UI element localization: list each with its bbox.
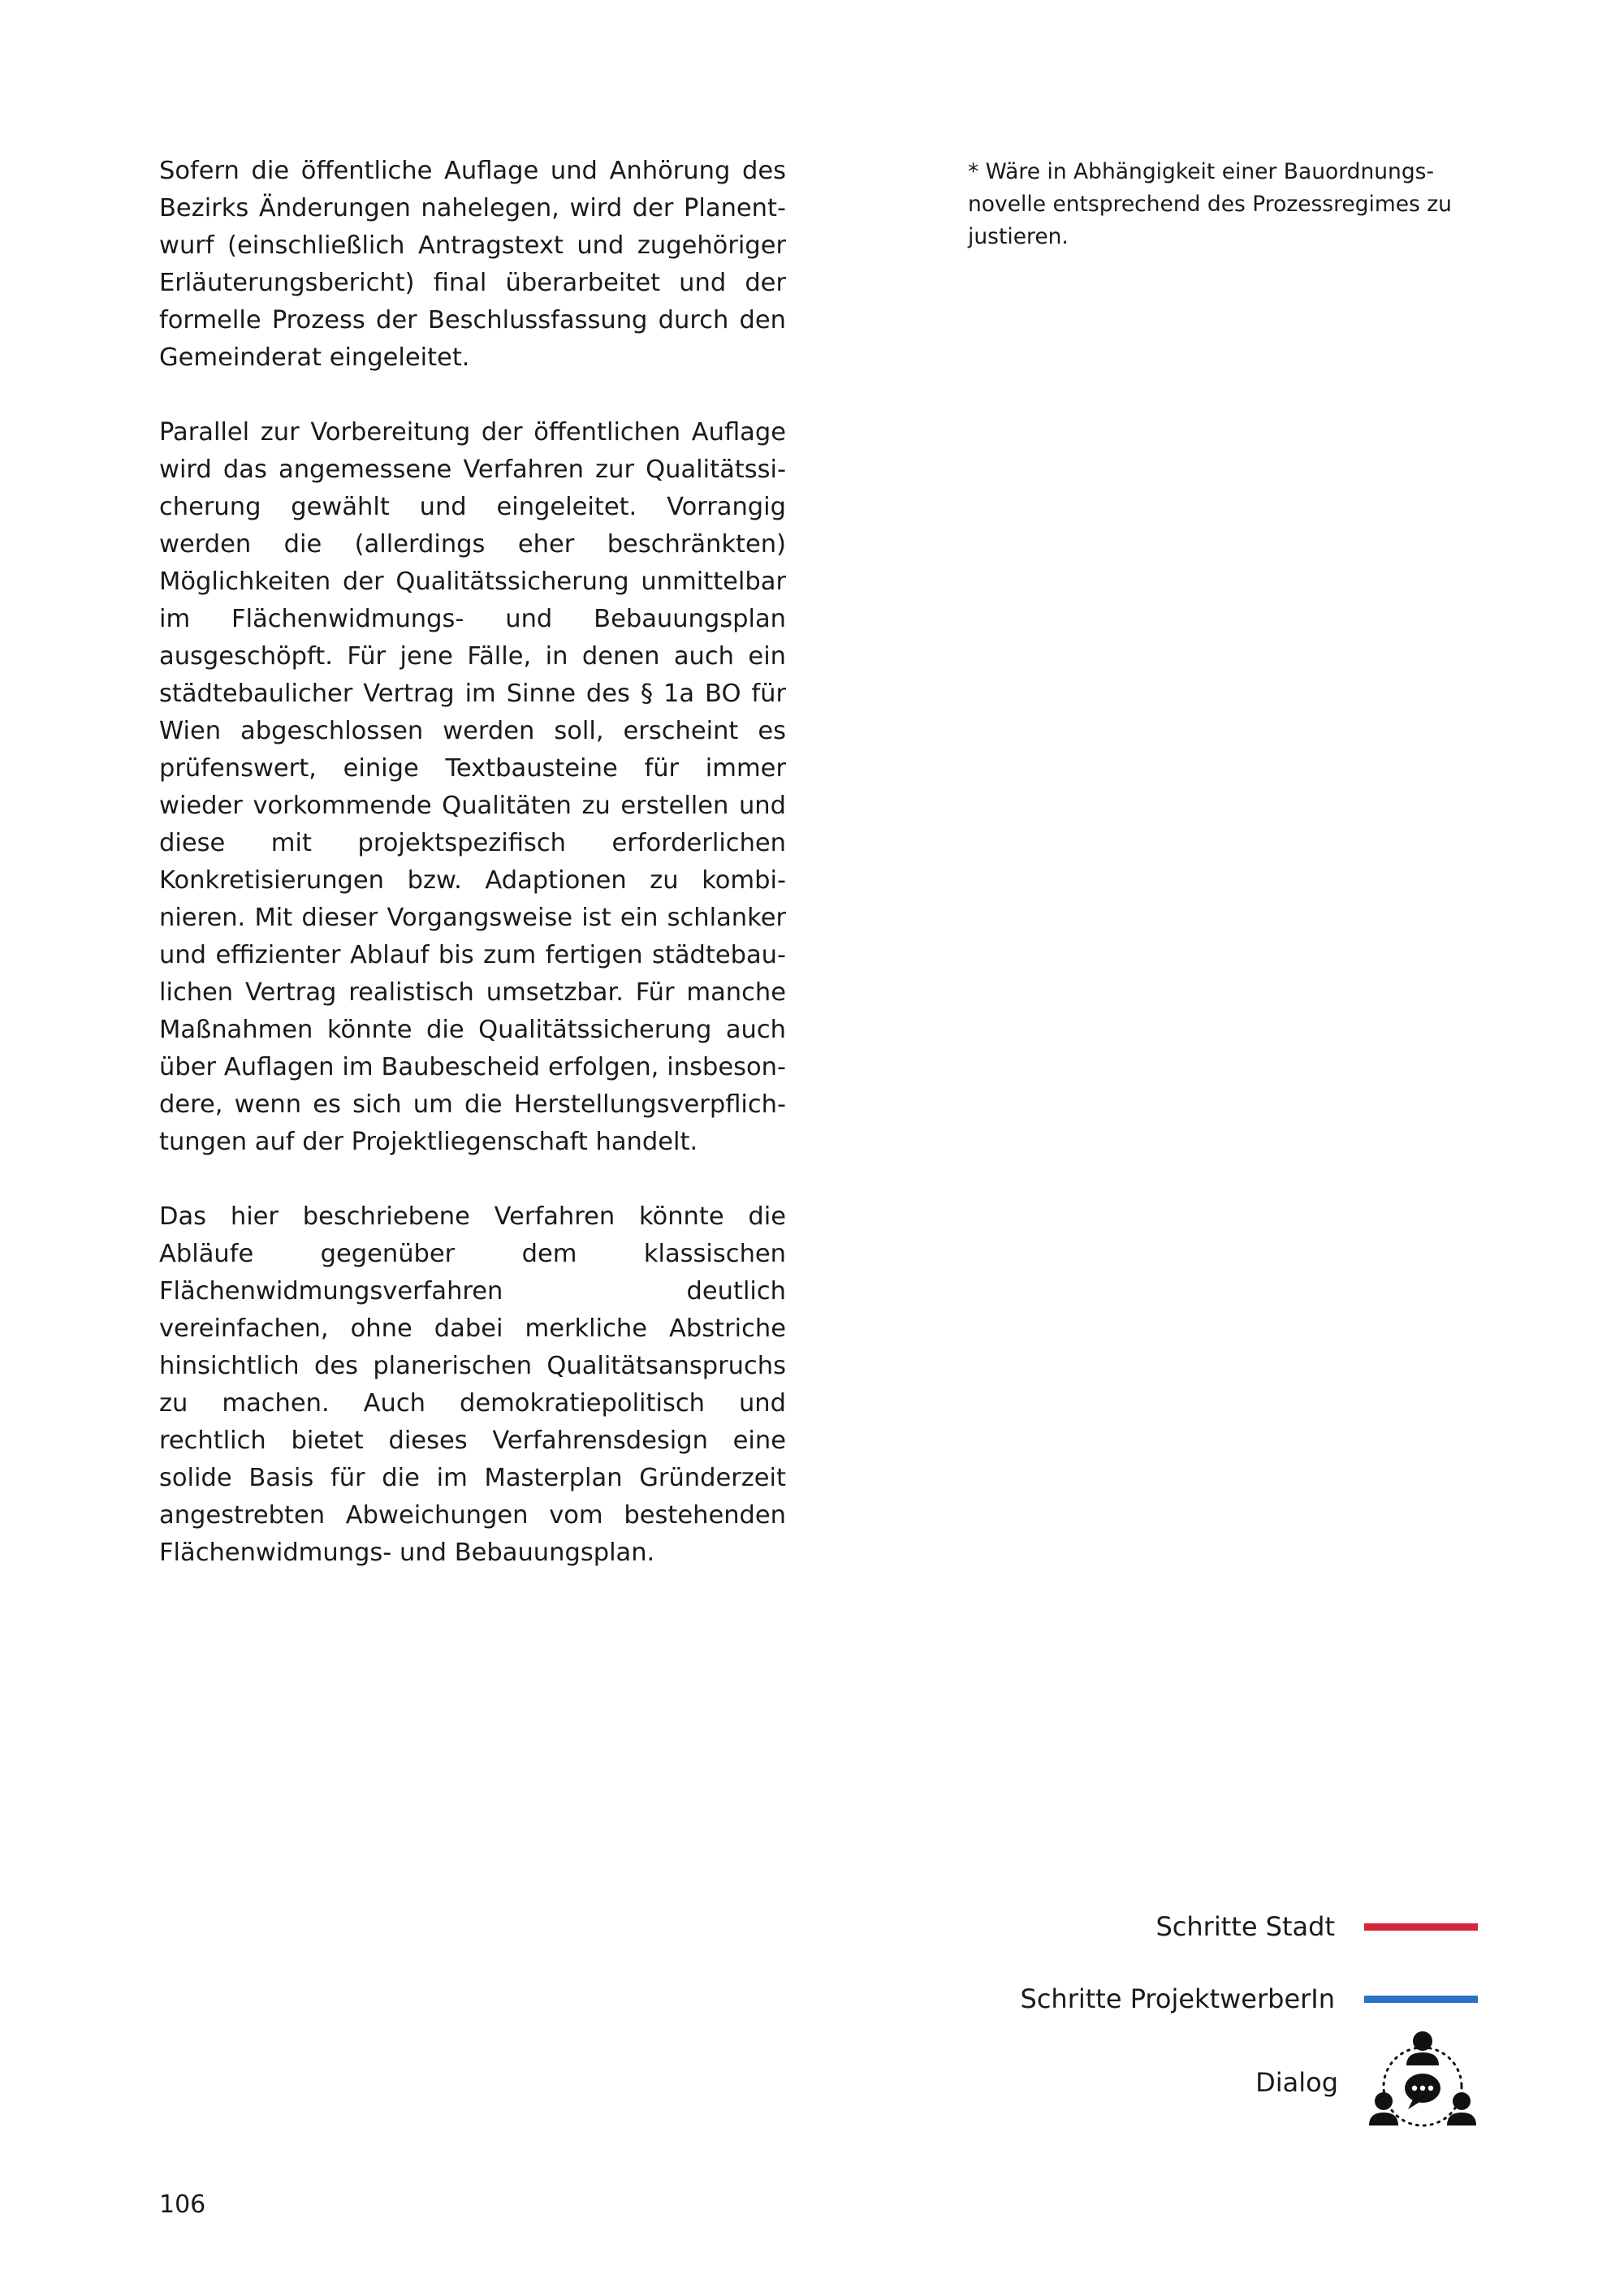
legend-item-stadt	[1155, 1911, 1478, 1942]
speech-bubble-icon	[1405, 2074, 1440, 2109]
person-top-icon	[1406, 2031, 1439, 2065]
paragraph-3: Das hier beschriebene Verfahren könnte die Abläufe gegenüber dem klassischen Flächenwidmungsverfahren deutlich vereinfachen, ohne dabei merkliche Abstriche hinsichtlich des planerischen Qualitätsanspruchs zu machen. Auch demokratiepolitisch und rechtlich bietet dieses Verfahrensdesign eine solide Basis für die im Masterplan Gründerzeit angestrebten Abweichungen vom bestehenden Flächenwidmungs- und Bebauungsplan.	[159, 1202, 786, 1567]
person-left-icon	[1369, 2092, 1398, 2126]
dialog-icon	[1367, 2023, 1478, 2142]
footnote: * Wäre in Abhängigkeit einer Bauordnungsnovelle entsprechend des Prozessregimes zu justieren.	[968, 159, 1452, 249]
legend-item-projektwerberin	[1021, 1983, 1479, 2014]
legend-line-projektwerberin	[1364, 1996, 1478, 2003]
person-right-icon	[1447, 2092, 1476, 2126]
main-text-column	[159, 153, 786, 1609]
paragraph-2: Parallel zur Vorbereitung der öffentlichen Auflage wird das angemessene Verfahren zur Qualitätssicherung gewählt und eingeleitet. Vorrangig werden die (allerdings eher beschränkten) Möglichkeiten der Qualitätssicherung unmittelbar im Flächenwidmungs- und Bebauungsplan ausgeschöpft. Für jene Fälle, in denen auch ein städtebaulicher Vertrag im Sinne des § 1a BO für Wien abgeschlossen werden soll, erscheint es prüfenswert, einige Textbausteine für immer wieder vorkommende Qualitäten zu erstellen und diese mit projektspezifisch erforderlichen Konkretisierungen bzw. Adaptionen zu kombinieren. Mit dieser Vorgangsweise ist ein schlanker und effizienter Ablauf bis zum fertigen städtebaulichen Vertrag realistisch umsetzbar. Für manche Maßnahmen könnte die Qualitätssicherung auch über Auflagen im Baubescheid erfolgen, insbesondere, wenn es sich um die Herstellungsverpflichtungen auf der Projektliegenschaft handelt.	[159, 418, 786, 1156]
legend-line-stadt	[1364, 1923, 1478, 1931]
paragraph-1: Sofern die öffentliche Auflage und Anhörung des Bezirks Änderungen nahelegen, wird der Planentwurf (einschließlich Antragstext und zugehöriger Erläuterungsbericht) final überarbeitet und der formelle Prozess der Beschlussfassung durch den Gemeinderat eingeleitet.	[159, 157, 786, 372]
legend-label-projektwerberin: Schritte ProjektwerberIn	[1020, 1983, 1335, 2014]
legend-label-stadt: Schritte Stadt	[1155, 1911, 1335, 1942]
page-number: 106	[159, 2190, 206, 2219]
legend-item-dialog	[1255, 2022, 1478, 2143]
legend-label-dialog: Dialog	[1255, 2067, 1338, 2098]
legend	[958, 1892, 1478, 2151]
